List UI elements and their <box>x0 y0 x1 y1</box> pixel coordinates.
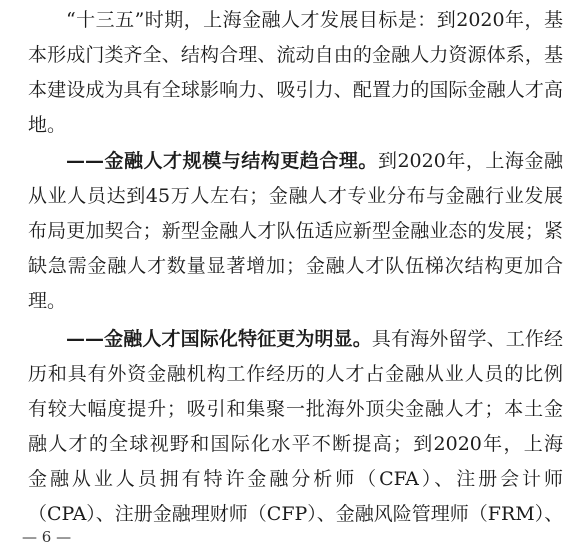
text-line: 有较大幅度提升；吸引和集聚一批海外顶尖金融人才；本土金 <box>28 398 563 420</box>
text-line: 融人才的全球视野和国际化水平不断提高；到2020年，上海 <box>28 433 563 455</box>
text-line <box>28 144 563 179</box>
section-heading: ——金融人才国际化特征更为明显。 <box>66 328 372 350</box>
text-run: 到2020年，上海金融 <box>377 150 563 172</box>
text-line: 布局更加契合；新型金融人才队伍适应新型金融业态的发展；紧 <box>28 220 563 242</box>
text-line: 地。 <box>28 114 67 136</box>
text-line: “十三五”时期，上海金融人才发展目标是：到2020年，基 <box>66 9 563 31</box>
text-line: 缺急需金融人才数量显著增加；金融人才队伍梯次结构更加合 <box>28 255 563 277</box>
paragraph-scale-structure <box>28 144 563 319</box>
text-line: 本建设成为具有全球影响力、吸引力、配置力的国际金融人才高 <box>28 79 563 101</box>
paragraph-internationalization <box>28 322 563 532</box>
page-number: — 6 — <box>22 528 72 546</box>
text-line: 历和具有外资金融机构工作经历的人才占金融从业人员的比例 <box>28 363 563 385</box>
text-line: （CPA）、注册金融理财师（CFP）、金融风险管理师（FRM）、 <box>28 503 563 525</box>
text-line: 从业人员达到45万人左右；金融人才专业分布与金融行业发展 <box>28 185 563 207</box>
text-run: 具有海外留学、工作经 <box>371 328 563 350</box>
text-line: 金融从业人员拥有特许金融分析师（CFA）、注册会计师 <box>28 468 563 490</box>
text-line <box>28 322 563 357</box>
text-line: 理。 <box>28 290 67 312</box>
section-heading: ——金融人才规模与结构更趋合理。 <box>66 150 378 172</box>
text-line: 本形成门类齐全、结构合理、流动自由的金融人力资源体系，基 <box>28 44 563 66</box>
paragraph-development-goal <box>28 3 563 143</box>
